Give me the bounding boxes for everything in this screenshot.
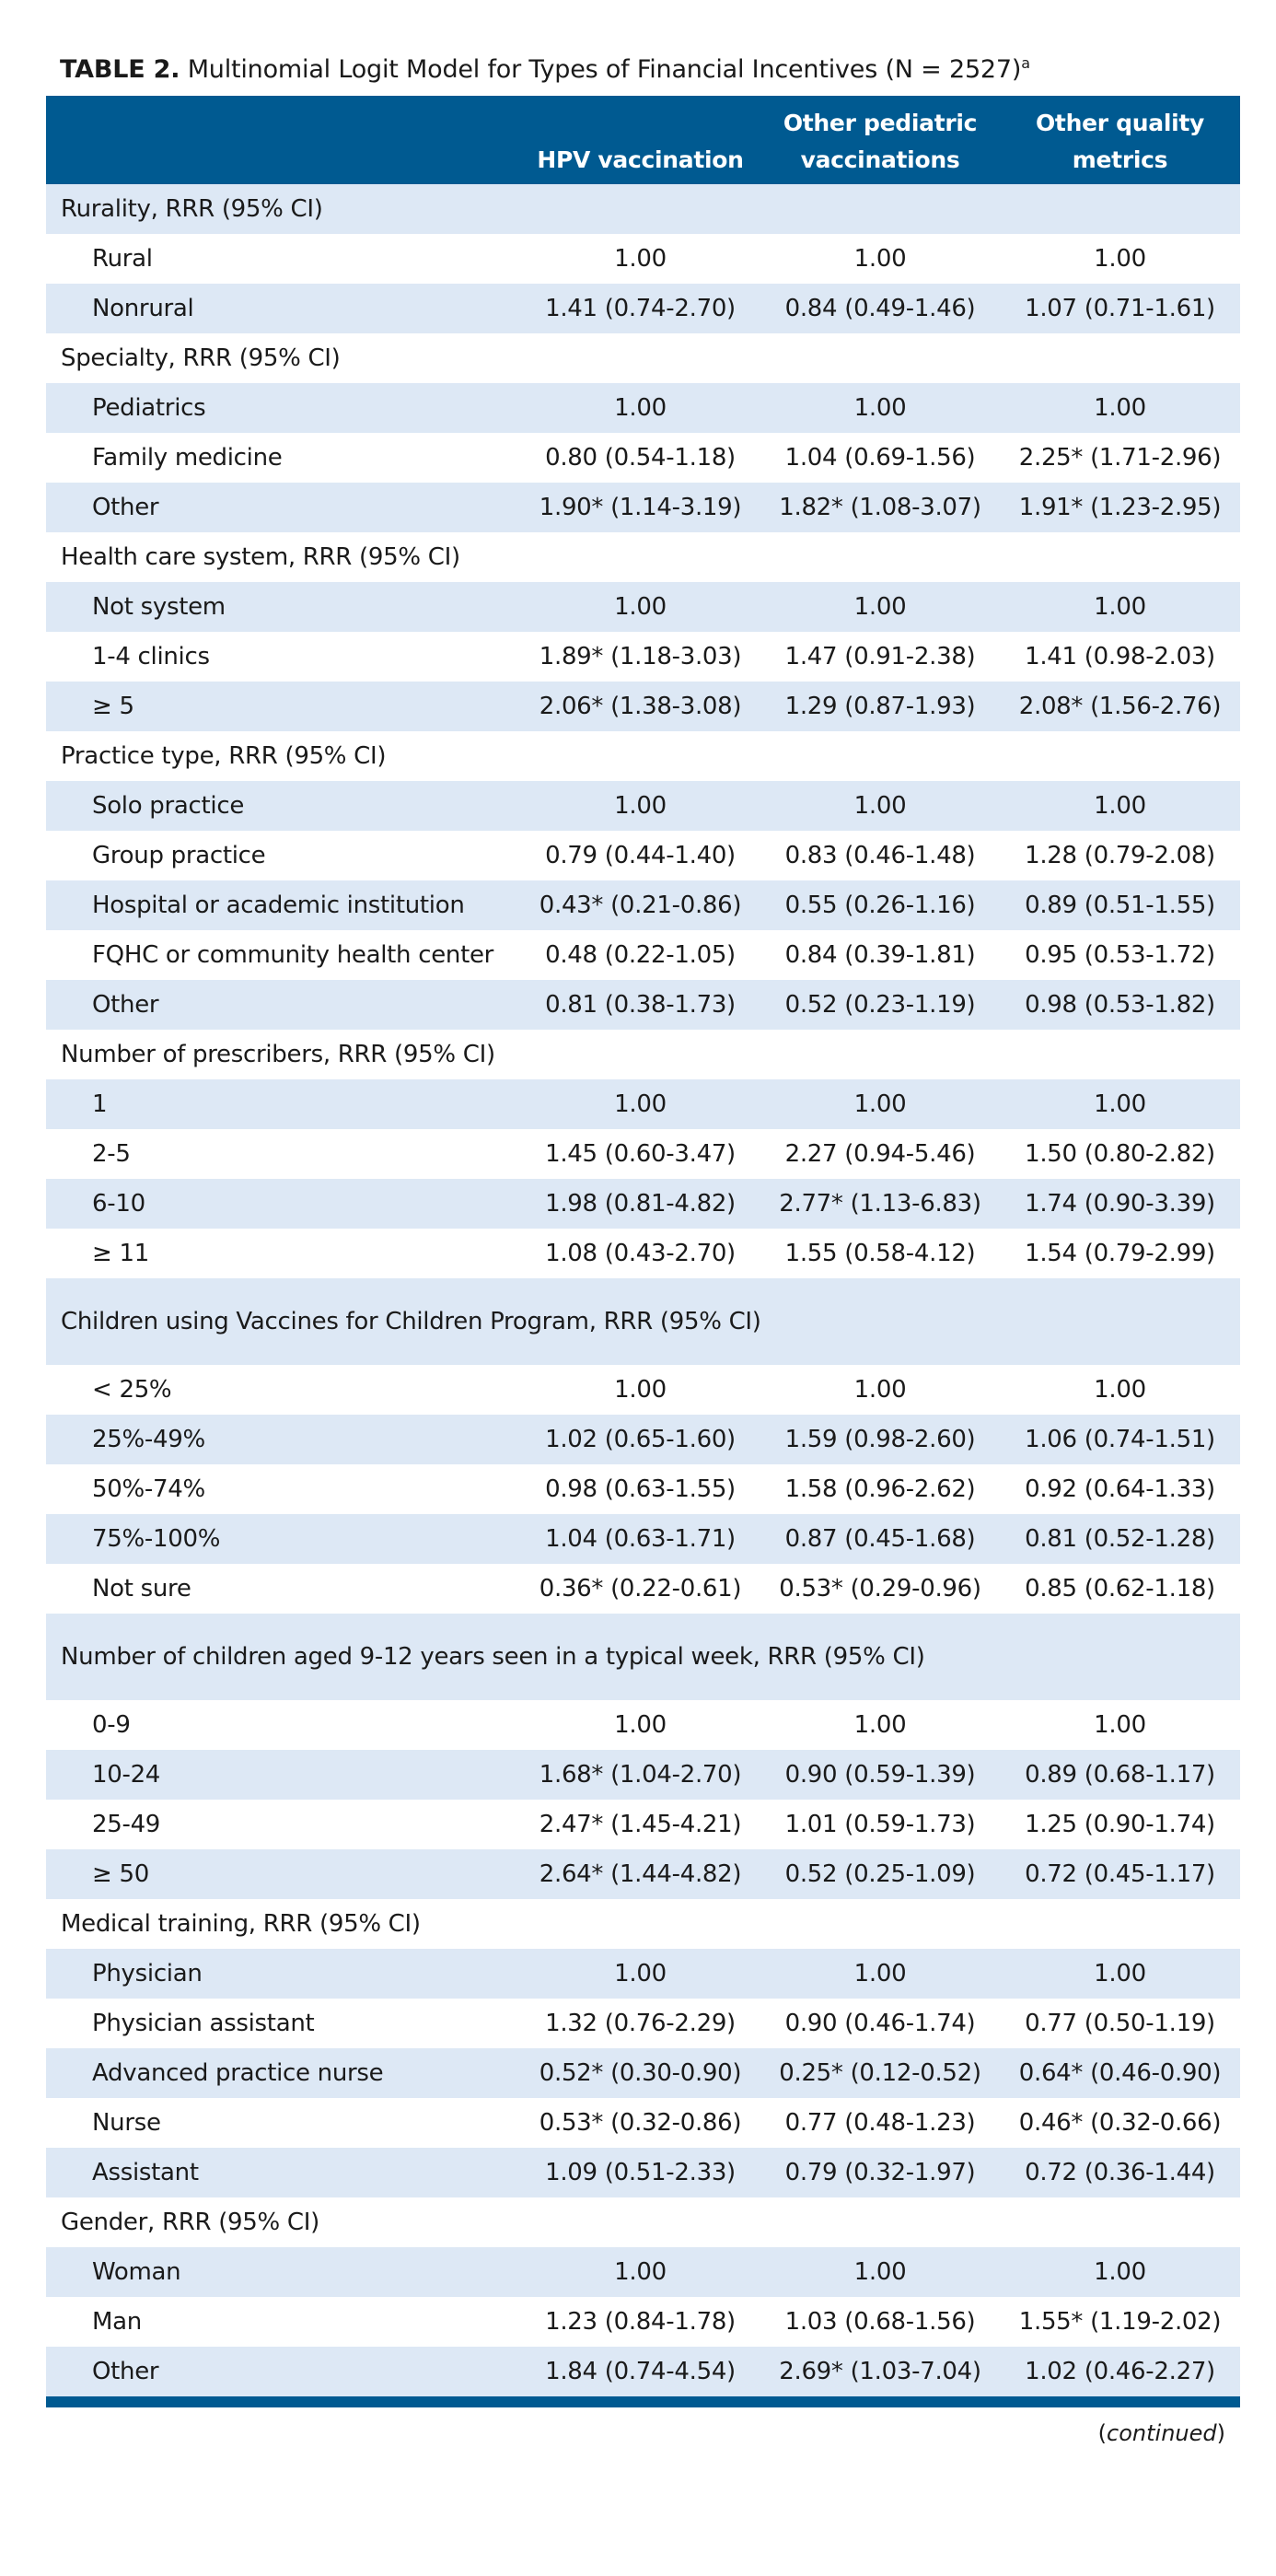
table-page: [46, 52, 1240, 2446]
table-row: [46, 930, 1240, 980]
value-cell: 1.00: [614, 1090, 667, 1118]
row-label: ≥ 11: [92, 1240, 149, 1267]
value-cell: 1.00: [614, 1960, 667, 1987]
table-row: [46, 1849, 1240, 1899]
table-row: [46, 1800, 1240, 1849]
header-cell-other-quality: Other quality metrics: [1035, 110, 1205, 173]
category-row: [46, 1614, 1240, 1700]
value-cell: 0.55 (0.26-1.16): [784, 892, 976, 919]
table-row: [46, 831, 1240, 880]
row-label: Nonrural: [92, 295, 194, 322]
value-cell: 1.00: [614, 593, 667, 621]
table-row: [46, 1514, 1240, 1564]
value-cell: 1.00: [1094, 394, 1146, 422]
value-cell: 2.27 (0.94-5.46): [784, 1140, 976, 1168]
table-row: [46, 582, 1240, 632]
value-cell: 1.00: [853, 1376, 907, 1404]
table-row: [46, 781, 1240, 831]
value-cell: 1.00: [1094, 1090, 1146, 1118]
value-cell: 1.59 (0.98-2.60): [784, 1426, 976, 1453]
row-label: 25%-49%: [92, 1426, 205, 1453]
value-cell: 1.68* (1.04-2.70): [539, 1761, 742, 1789]
category-row: [46, 532, 1240, 582]
value-cell: 1.84 (0.74-4.54): [545, 2358, 736, 2385]
table-header-row: [46, 96, 1240, 184]
table-row: [46, 1179, 1240, 1229]
value-cell: 1.00: [853, 245, 907, 273]
value-cell: 0.84 (0.39-1.81): [784, 941, 976, 969]
row-label: 50%-74%: [92, 1475, 205, 1503]
table-title-label: TABLE 2.: [60, 55, 180, 84]
category-label: Medical training, RRR (95% CI): [61, 1910, 421, 1938]
row-label: Not sure: [92, 1575, 191, 1603]
value-cell: 0.46* (0.32-0.66): [1018, 2109, 1222, 2137]
value-cell: 0.95 (0.53-1.72): [1025, 941, 1215, 969]
value-cell: 1.00: [614, 2258, 667, 2286]
table-row: [46, 632, 1240, 682]
category-label: Specialty, RRR (95% CI): [61, 344, 341, 372]
value-cell: 0.81 (0.38-1.73): [545, 991, 736, 1019]
category-label: Children using Vaccines for Children Program, RRR (95% CI): [61, 1308, 761, 1335]
value-cell: 1.89* (1.18-3.03): [539, 643, 742, 670]
category-label: Rurality, RRR (95% CI): [61, 195, 323, 223]
value-cell: 0.77 (0.48-1.23): [784, 2109, 976, 2137]
category-row: [46, 1278, 1240, 1365]
row-label: Hospital or academic institution: [92, 892, 465, 919]
value-cell: 1.00: [1094, 1711, 1146, 1739]
table-row: [46, 980, 1240, 1030]
row-label: 1-4 clinics: [92, 643, 210, 670]
value-cell: 1.74 (0.90-3.39): [1025, 1190, 1215, 1218]
value-cell: 1.00: [1094, 1376, 1146, 1404]
value-cell: 0.53* (0.32-0.86): [539, 2109, 742, 2137]
value-cell: 1.58 (0.96-2.62): [784, 1475, 976, 1503]
table-row: [46, 433, 1240, 483]
value-cell: 1.55* (1.19-2.02): [1018, 2308, 1222, 2336]
row-label: Pediatrics: [92, 394, 206, 422]
category-row: [46, 731, 1240, 781]
value-cell: 1.00: [853, 394, 907, 422]
value-cell: 0.79 (0.32-1.97): [784, 2159, 976, 2186]
value-cell: 1.00: [614, 245, 667, 273]
table-row: [46, 483, 1240, 532]
value-cell: 1.28 (0.79-2.08): [1025, 842, 1215, 869]
row-label: Physician assistant: [92, 2010, 315, 2037]
category-row: [46, 1030, 1240, 1079]
value-cell: 1.00: [1094, 2258, 1146, 2286]
value-cell: 1.00: [614, 792, 667, 820]
table-row: [46, 2247, 1240, 2297]
value-cell: 0.52 (0.25-1.09): [784, 1860, 976, 1888]
table-row: [46, 1564, 1240, 1614]
value-cell: 1.00: [1094, 1960, 1146, 1987]
table-row: [46, 234, 1240, 284]
category-row: [46, 2197, 1240, 2247]
value-cell: 1.07 (0.71-1.61): [1025, 295, 1215, 322]
value-cell: 1.02 (0.46-2.27): [1025, 2358, 1215, 2385]
value-cell: 1.32 (0.76-2.29): [545, 2010, 736, 2037]
value-cell: 1.54 (0.79-2.99): [1025, 1240, 1215, 1267]
row-label: Woman: [92, 2258, 181, 2286]
continued-text: continued: [1107, 2420, 1217, 2446]
value-cell: 0.83 (0.46-1.48): [784, 842, 976, 869]
category-row: [46, 333, 1240, 383]
value-cell: 1.04 (0.69-1.56): [784, 444, 976, 472]
value-cell: 0.79 (0.44-1.40): [545, 842, 736, 869]
value-cell: 2.64* (1.44-4.82): [539, 1860, 742, 1888]
value-cell: 1.03 (0.68-1.56): [784, 2308, 976, 2336]
row-label: ≥ 50: [92, 1860, 149, 1888]
value-cell: 0.90 (0.46-1.74): [784, 2010, 976, 2037]
row-label: Assistant: [92, 2159, 199, 2186]
data-table: [46, 96, 1240, 2396]
row-label: Other: [92, 2358, 159, 2385]
row-label: Physician: [92, 1960, 203, 1987]
table-row: [46, 383, 1240, 433]
header-cell-hpv: HPV vaccination: [537, 146, 744, 173]
value-cell: 1.00: [853, 1711, 907, 1739]
row-label: Man: [92, 2308, 142, 2336]
value-cell: 0.98 (0.53-1.82): [1025, 991, 1215, 1019]
row-label: ≥ 5: [92, 693, 134, 720]
value-cell: 1.06 (0.74-1.51): [1025, 1426, 1215, 1453]
table-row: [46, 1129, 1240, 1179]
table-row: [46, 1949, 1240, 1999]
value-cell: 2.06* (1.38-3.08): [539, 693, 742, 720]
table-row: [46, 2297, 1240, 2347]
row-label: < 25%: [92, 1376, 172, 1404]
category-label: Number of prescribers, RRR (95% CI): [61, 1041, 495, 1068]
value-cell: 0.53* (0.29-0.96): [779, 1575, 981, 1603]
row-label: 75%-100%: [92, 1525, 221, 1553]
value-cell: 0.92 (0.64-1.33): [1025, 1475, 1215, 1503]
value-cell: 1.91* (1.23-2.95): [1018, 494, 1222, 521]
value-cell: 2.69* (1.03-7.04): [779, 2358, 981, 2385]
value-cell: 0.84 (0.49-1.46): [784, 295, 976, 322]
row-label: 10-24: [92, 1761, 161, 1789]
value-cell: 1.00: [853, 1960, 907, 1987]
row-label: 0-9: [92, 1711, 131, 1739]
table-title-text: Multinomial Logit Model for Types of Financial Incentives (N = 2527): [187, 55, 1022, 84]
category-label: Gender, RRR (95% CI): [61, 2209, 319, 2236]
table-row: [46, 2148, 1240, 2197]
value-cell: 1.41 (0.98-2.03): [1025, 643, 1215, 670]
category-label: Number of children aged 9-12 years seen in a typical week, RRR (95% CI): [61, 1643, 925, 1671]
table-row: [46, 1700, 1240, 1750]
value-cell: 2.77* (1.13-6.83): [779, 1190, 981, 1218]
value-cell: 1.08 (0.43-2.70): [545, 1240, 736, 1267]
value-cell: 2.08* (1.56-2.76): [1018, 693, 1222, 720]
value-cell: 2.47* (1.45-4.21): [539, 1811, 742, 1838]
row-label: Nurse: [92, 2109, 161, 2137]
value-cell: 1.47 (0.91-2.38): [784, 643, 976, 670]
value-cell: 1.29 (0.87-1.93): [784, 693, 976, 720]
value-cell: 0.98 (0.63-1.55): [545, 1475, 736, 1503]
value-cell: 1.00: [853, 792, 907, 820]
table-body: [46, 184, 1240, 2396]
table-row: [46, 284, 1240, 333]
table-row: [46, 1229, 1240, 1278]
value-cell: 1.90* (1.14-3.19): [539, 494, 742, 521]
row-label: Other: [92, 991, 159, 1019]
value-cell: 0.80 (0.54-1.18): [545, 444, 736, 472]
value-cell: 1.00: [614, 1376, 667, 1404]
table-row: [46, 1415, 1240, 1464]
value-cell: 1.00: [853, 1090, 907, 1118]
value-cell: 1.50 (0.80-2.82): [1025, 1140, 1215, 1168]
category-label: Practice type, RRR (95% CI): [61, 742, 387, 770]
value-cell: 0.25* (0.12-0.52): [779, 2059, 981, 2087]
row-label: 25-49: [92, 1811, 161, 1838]
value-cell: 0.87 (0.45-1.68): [784, 1525, 976, 1553]
value-cell: 0.48 (0.22-1.05): [545, 941, 736, 969]
table-row: [46, 682, 1240, 731]
table-row: [46, 1999, 1240, 2048]
row-label: Not system: [92, 593, 226, 621]
row-label: Advanced practice nurse: [92, 2059, 384, 2087]
category-row: [46, 1899, 1240, 1949]
value-cell: 1.45 (0.60-3.47): [545, 1140, 736, 1168]
row-label: Other: [92, 494, 159, 521]
row-label: Group practice: [92, 842, 266, 869]
header-cell-label: [46, 96, 520, 184]
header-cell-other-pediatric: Other pediatric vaccinations: [783, 110, 978, 173]
value-cell: 1.04 (0.63-1.71): [545, 1525, 736, 1553]
value-cell: 0.64* (0.46-0.90): [1018, 2059, 1222, 2087]
table-row: [46, 2347, 1240, 2396]
value-cell: 0.72 (0.45-1.17): [1025, 1860, 1215, 1888]
row-label: Solo practice: [92, 792, 245, 820]
row-label: Family medicine: [92, 444, 283, 472]
value-cell: 0.72 (0.36-1.44): [1025, 2159, 1215, 2186]
value-cell: 1.82* (1.08-3.07): [779, 494, 981, 521]
row-label: Rural: [92, 245, 153, 273]
table-row: [46, 880, 1240, 930]
value-cell: 1.00: [1094, 593, 1146, 621]
table-row: [46, 2098, 1240, 2148]
table-row: [46, 1365, 1240, 1415]
table-row: [46, 1464, 1240, 1514]
value-cell: 1.02 (0.65-1.60): [545, 1426, 736, 1453]
value-cell: 1.01 (0.59-1.73): [784, 1811, 976, 1838]
value-cell: 1.25 (0.90-1.74): [1025, 1811, 1215, 1838]
value-cell: 0.77 (0.50-1.19): [1025, 2010, 1215, 2037]
value-cell: 0.89 (0.68-1.17): [1025, 1761, 1215, 1789]
value-cell: 0.43* (0.21-0.86): [539, 892, 742, 919]
table-title: [46, 52, 1240, 88]
continued-note: (continued): [1097, 2420, 1225, 2446]
value-cell: 1.09 (0.51-2.33): [545, 2159, 736, 2186]
value-cell: 1.00: [614, 394, 667, 422]
value-cell: 0.81 (0.52-1.28): [1025, 1525, 1215, 1553]
table-row: [46, 2048, 1240, 2098]
value-cell: 1.98 (0.81-4.82): [545, 1190, 736, 1218]
category-label: Health care system, RRR (95% CI): [61, 543, 460, 571]
table-row: [46, 1079, 1240, 1129]
row-label: 2-5: [92, 1140, 131, 1168]
value-cell: 2.25* (1.71-2.96): [1018, 444, 1222, 472]
value-cell: 0.89 (0.51-1.55): [1025, 892, 1215, 919]
value-cell: 1.55 (0.58-4.12): [784, 1240, 976, 1267]
value-cell: 1.00: [853, 2258, 907, 2286]
value-cell: 1.00: [614, 1711, 667, 1739]
table-row: [46, 1750, 1240, 1800]
value-cell: 0.52* (0.30-0.90): [539, 2059, 742, 2087]
value-cell: 0.36* (0.22-0.61): [539, 1575, 742, 1603]
row-label: FQHC or community health center: [92, 941, 494, 969]
value-cell: 1.00: [1094, 245, 1146, 273]
value-cell: 0.52 (0.23-1.19): [784, 991, 976, 1019]
table-bottom-rule: [46, 2396, 1240, 2407]
value-cell: 0.90 (0.59-1.39): [784, 1761, 976, 1789]
value-cell: 1.00: [853, 593, 907, 621]
value-cell: 1.23 (0.84-1.78): [545, 2308, 736, 2336]
value-cell: 1.41 (0.74-2.70): [545, 295, 736, 322]
value-cell: 0.85 (0.62-1.18): [1025, 1575, 1215, 1603]
value-cell: 1.00: [1094, 792, 1146, 820]
row-label: 6-10: [92, 1190, 145, 1218]
table-title-footnote-mark: a: [1021, 54, 1030, 72]
row-label: 1: [92, 1090, 108, 1118]
category-row: [46, 184, 1240, 234]
